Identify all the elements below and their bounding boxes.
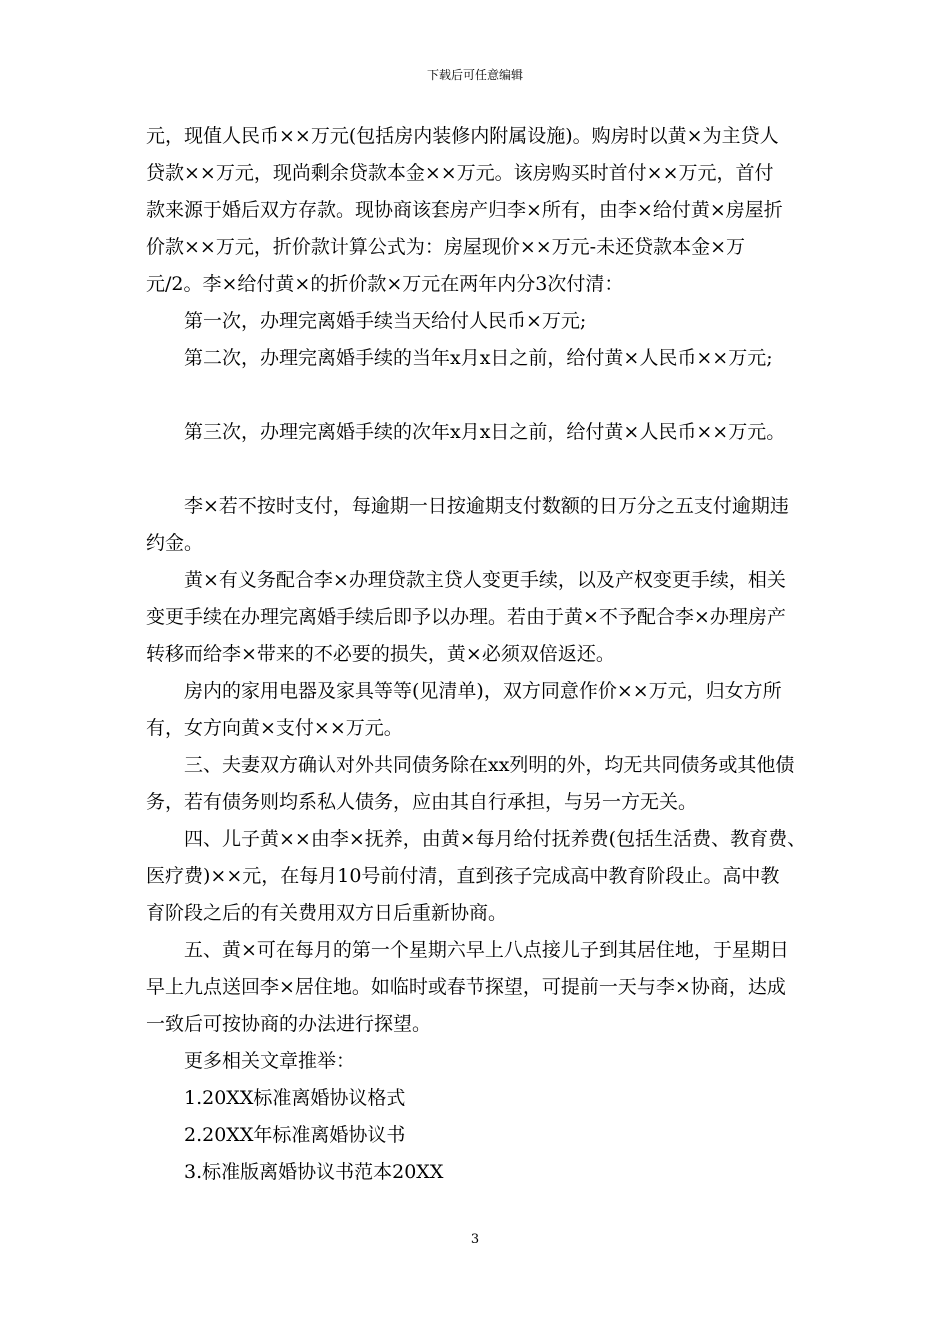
text-line: 元，现值人民币××万元(包括房内装修内附属设施)。购房时以黄×为主贷人 [146,125,779,147]
list-item: 2.20XX年标准离婚协议书 [184,1124,406,1146]
list-item: 3.标准版离婚协议书范本20XX [184,1161,444,1183]
text-line: 价款××万元，折价款计算公式为：房屋现价××万元-未还贷款本金×万 [146,236,746,258]
page-number: 3 [470,1232,480,1247]
page-header: 下载后可任意编辑 [426,68,523,82]
text-line: 黄×有义务配合李×办理贷款主贷人变更手续，以及产权变更手续，相关 [184,569,786,591]
text-line: 款来源于婚后双方存款。现协商该套房产归李×所有，由李×给付黄×房屋折 [146,199,783,221]
text-line: 第一次，办理完离婚手续当天给付人民币×万元; [184,310,587,332]
text-line: 医疗费)××元，在每月10号前付清，直到孩子完成高中教育阶段止。高中教 [146,865,780,887]
text-line: 四、儿子黄××由李×抚养，由黄×每月给付抚养费(包括生活费、教育费、 [184,828,807,850]
text-line: 一致后可按协商的办法进行探望。 [146,1013,432,1035]
text-line: 三、夫妻双方确认对外共同债务除在xx列明的外，均无共同债务或其他债 [184,754,795,776]
list-item: 1.20XX标准离婚协议格式 [184,1087,406,1109]
text-line: 房内的家用电器及家具等等(见清单)，双方同意作价××万元，归女方所 [184,680,782,702]
text-line: 五、黄×可在每月的第一个星期六早上八点接儿子到其居住地，于星期日 [184,939,789,961]
text-line: 变更手续在办理完离婚手续后即予以办理。若由于黄×不予配合李×办理房产 [146,606,786,628]
text-line: 有，女方向黄×支付××万元。 [146,717,403,739]
text-line: 早上九点送回李×居住地。如临时或春节探望，可提前一天与李×协商，达成 [146,976,786,998]
text-line: 第二次，办理完离婚手续的当年x月x日之前，给付黄×人民币××万元; [184,347,773,369]
text-line: 第三次，办理完离婚手续的次年x月x日之前，给付黄×人民币××万元。 [184,421,786,443]
text-line: 育阶段之后的有关费用双方日后重新协商。 [146,902,508,924]
text-line: 约金。 [146,532,204,554]
text-line: 转移而给李×带来的不必要的损失，黄×必须双倍返还。 [146,643,615,665]
text-line: 李×若不按时支付，每逾期一日按逾期支付数额的日万分之五支付逾期违 [184,495,789,517]
text-line: 元/2。李×给付黄×的折价款×万元在两年内分3次付清： [146,273,624,295]
text-line: 更多相关文章推举： [184,1050,356,1072]
text-line: 贷款××万元，现尚剩余贷款本金××万元。该房购买时首付××万元，首付 [146,162,774,184]
text-line: 务，若有债务则均系私人债务，应由其自行承担，与另一方无关。 [146,791,698,813]
